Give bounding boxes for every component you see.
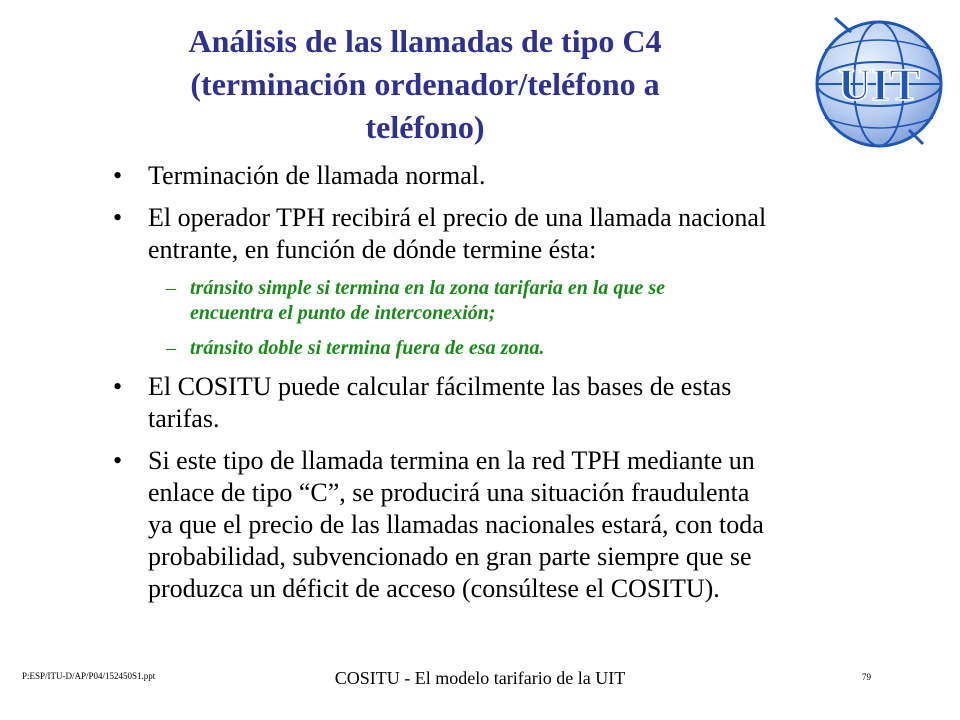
- logo-text: UIT: [838, 59, 920, 110]
- bullet-line: ya que el precio de las llamadas nacionales estará, con toda: [148, 510, 764, 539]
- footer-title: COSITU - El modelo tarifario de la UIT: [334, 668, 626, 688]
- bullet-icon: •: [113, 203, 123, 232]
- sub-line: encuentra el punto de interconexión;: [190, 302, 496, 324]
- title-line: teléfono): [365, 109, 485, 145]
- footer-path: P:ESP/ITU-D/AP/P04/152450S1.ppt: [22, 671, 156, 681]
- list-item: [110, 202, 930, 266]
- bullet-line: enlace de tipo “C”, se producirá una situación fraudulenta: [148, 478, 750, 507]
- bullet-line: tarifas.: [148, 404, 220, 433]
- bullet-list: [110, 160, 930, 615]
- bullet-icon: •: [113, 446, 123, 475]
- bullet-line: entrante, en función de dónde termine ésta:: [148, 235, 597, 264]
- bullet-line: produzca un déficit de acceso (consúltese el COSITU).: [148, 574, 720, 603]
- dash-icon: –: [166, 337, 176, 359]
- sub-list-item: [110, 276, 930, 326]
- title-line: (terminación ordenador/teléfono a: [190, 66, 660, 102]
- bullet-icon: •: [113, 372, 123, 401]
- sub-line: tránsito simple si termina en la zona tarifaria en la que se: [190, 277, 666, 299]
- dash-icon: –: [166, 277, 176, 299]
- bullet-line: probabilidad, subvencionado en gran parte siempre que se: [148, 542, 752, 571]
- list-item: [110, 160, 930, 192]
- bullet-line: Terminación de llamada normal.: [148, 161, 486, 190]
- slide-title: [100, 20, 750, 149]
- bullet-icon: •: [113, 161, 123, 190]
- page-number: 79: [862, 672, 871, 682]
- bullet-line: Si este tipo de llamada termina en la red TPH mediante un: [148, 446, 755, 475]
- sub-line: tránsito doble si termina fuera de esa zona.: [190, 337, 545, 359]
- bullet-line: El COSITU puede calcular fácilmente las bases de estas: [148, 372, 732, 401]
- list-item: [110, 371, 930, 435]
- sub-list-item: [110, 336, 930, 361]
- list-item: [110, 445, 930, 605]
- uit-logo-icon: [805, 10, 955, 155]
- title-line: Análisis de las llamadas de tipo C4: [188, 23, 662, 59]
- bullet-line: El operador TPH recibirá el precio de una llamada nacional: [148, 203, 767, 232]
